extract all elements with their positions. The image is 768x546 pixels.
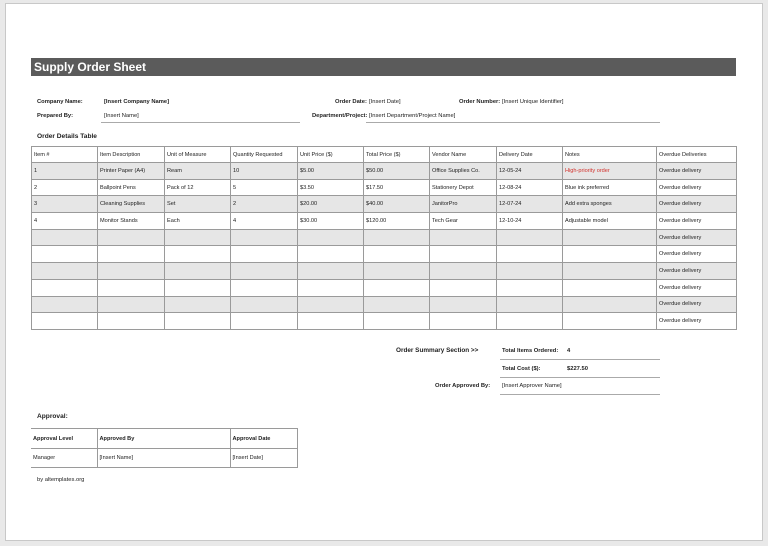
table-row <box>32 313 737 330</box>
table-cell[interactable] <box>563 246 657 263</box>
prepared-by-value[interactable]: [Insert Name] <box>104 113 139 119</box>
table-cell[interactable]: Printer Paper (A4) <box>98 163 165 180</box>
table-cell[interactable]: JanitorPro <box>430 196 497 213</box>
table-cell[interactable] <box>430 296 497 313</box>
total-cost-underline <box>500 377 660 378</box>
table-cell[interactable]: Monitor Stands <box>98 213 165 230</box>
table-cell[interactable]: Stationery Depot <box>430 179 497 196</box>
table-cell[interactable]: Overdue delivery <box>657 296 737 313</box>
column-header: Overdue Deliveries <box>657 147 737 163</box>
table-cell[interactable]: Overdue delivery <box>657 196 737 213</box>
table-cell[interactable]: Overdue delivery <box>657 279 737 296</box>
table-cell[interactable]: 12-10-24 <box>497 213 563 230</box>
table-cell[interactable] <box>98 263 165 280</box>
company-name-value[interactable]: [Insert Company Name] <box>104 99 170 105</box>
table-cell[interactable]: Cleaning Supplies <box>98 196 165 213</box>
column-header: Quantity Requested <box>231 147 298 163</box>
table-cell[interactable]: Ballpoint Pens <box>98 179 165 196</box>
table-cell[interactable]: 1 <box>32 163 98 180</box>
order-date-value[interactable]: [Insert Date] <box>369 99 401 105</box>
table-cell[interactable]: $40.00 <box>364 196 430 213</box>
table-cell[interactable]: Office Supplies Co. <box>430 163 497 180</box>
table-cell[interactable]: $5.00 <box>298 163 364 180</box>
department-underline <box>366 122 660 123</box>
column-header: Delivery Date <box>497 147 563 163</box>
table-cell[interactable]: Adjustable model <box>563 213 657 230</box>
table-cell[interactable]: $17.50 <box>364 179 430 196</box>
table-cell[interactable]: $30.00 <box>298 213 364 230</box>
table-row <box>32 196 737 213</box>
table-header-row <box>32 147 737 163</box>
total-items-underline <box>500 359 660 360</box>
table-cell[interactable] <box>231 246 298 263</box>
table-cell[interactable]: 12-07-24 <box>497 196 563 213</box>
approved-by-value[interactable]: [Insert Approver Name] <box>502 383 562 389</box>
sheet-title: Supply Order Sheet <box>31 58 736 76</box>
order-date-label: Order Date: <box>335 99 367 105</box>
table-cell[interactable] <box>165 263 231 280</box>
table-cell[interactable]: Overdue delivery <box>657 163 737 180</box>
table-cell[interactable] <box>563 229 657 246</box>
column-header: Approval Level <box>31 429 97 449</box>
department-label: Department/Project: <box>312 113 368 119</box>
approved-by-label: Order Approved By: <box>435 383 491 389</box>
table-cell[interactable] <box>364 229 430 246</box>
table-cell[interactable] <box>165 313 231 330</box>
table-cell[interactable]: 2 <box>32 179 98 196</box>
table-cell[interactable]: Blue ink preferred <box>563 179 657 196</box>
total-cost-label: Total Cost ($): <box>502 366 541 372</box>
table-cell[interactable] <box>165 279 231 296</box>
table-cell[interactable] <box>32 279 98 296</box>
table-cell[interactable]: 12-08-24 <box>497 179 563 196</box>
table-cell[interactable] <box>364 263 430 280</box>
table-cell[interactable] <box>165 246 231 263</box>
column-header: Notes <box>563 147 657 163</box>
table-cell[interactable]: Ream <box>165 163 231 180</box>
company-name-label: Company Name: <box>37 99 83 105</box>
table-cell[interactable]: Overdue delivery <box>657 246 737 263</box>
table-cell[interactable] <box>563 296 657 313</box>
table-cell[interactable] <box>98 279 165 296</box>
table-cell[interactable] <box>298 229 364 246</box>
table-cell[interactable] <box>32 263 98 280</box>
table-cell[interactable]: Overdue delivery <box>657 179 737 196</box>
table-cell[interactable] <box>32 313 98 330</box>
prepared-by-label: Prepared By: <box>37 113 74 119</box>
table-cell[interactable] <box>231 229 298 246</box>
table-row <box>32 296 737 313</box>
table-cell[interactable]: Set <box>165 196 231 213</box>
table-cell[interactable] <box>32 229 98 246</box>
table-cell[interactable] <box>231 296 298 313</box>
table-row <box>32 163 737 180</box>
table-cell[interactable]: Each <box>165 213 231 230</box>
table-cell[interactable] <box>298 263 364 280</box>
table-cell[interactable] <box>98 296 165 313</box>
table-cell[interactable]: 4 <box>231 213 298 230</box>
approved-by-underline <box>500 394 660 395</box>
table-cell[interactable] <box>32 246 98 263</box>
table-cell[interactable]: Tech Gear <box>430 213 497 230</box>
table-cell[interactable]: 5 <box>231 179 298 196</box>
table-cell[interactable] <box>98 313 165 330</box>
column-header: Approval Date <box>230 429 297 449</box>
table-cell[interactable] <box>298 296 364 313</box>
order-details-table <box>31 146 737 330</box>
table-cell[interactable] <box>563 279 657 296</box>
table-cell[interactable] <box>298 313 364 330</box>
table-row <box>32 179 737 196</box>
table-cell[interactable] <box>364 296 430 313</box>
approval-title: Approval: <box>37 413 68 420</box>
table-cell[interactable] <box>563 263 657 280</box>
table-cell[interactable] <box>563 313 657 330</box>
approval-row <box>31 449 297 468</box>
table-row <box>32 279 737 296</box>
table-cell[interactable]: $120.00 <box>364 213 430 230</box>
table-cell[interactable] <box>98 229 165 246</box>
table-cell[interactable]: Overdue delivery <box>657 229 737 246</box>
table-cell[interactable] <box>430 229 497 246</box>
summary-section-label: Order Summary Section >> <box>396 347 479 354</box>
table-cell[interactable] <box>497 313 563 330</box>
footer-credit: by altemplates.org <box>37 477 85 483</box>
table-cell[interactable] <box>497 296 563 313</box>
column-header: Approved By <box>97 429 230 449</box>
approval-date-cell[interactable]: [Insert Date] <box>230 449 297 468</box>
table-cell[interactable] <box>298 279 364 296</box>
table-cell[interactable]: 2 <box>231 196 298 213</box>
column-header: Item Description <box>98 147 165 163</box>
table-cell[interactable]: $3.50 <box>298 179 364 196</box>
approval-table <box>31 428 298 468</box>
total-cost-value: $227.50 <box>567 366 588 372</box>
table-cell[interactable]: $20.00 <box>298 196 364 213</box>
table-cell[interactable] <box>231 263 298 280</box>
table-cell[interactable] <box>430 263 497 280</box>
table-row <box>32 246 737 263</box>
table-cell[interactable] <box>165 296 231 313</box>
total-items-label: Total Items Ordered: <box>502 348 559 354</box>
column-header: Total Price ($) <box>364 147 430 163</box>
table-cell[interactable] <box>364 246 430 263</box>
table-cell[interactable]: Add extra sponges <box>563 196 657 213</box>
table-cell[interactable] <box>430 279 497 296</box>
department-value[interactable]: [Insert Department/Project Name] <box>369 113 456 119</box>
table-cell[interactable] <box>497 263 563 280</box>
table-cell[interactable] <box>298 246 364 263</box>
table-cell[interactable]: 10 <box>231 163 298 180</box>
approved-by-cell[interactable]: [Insert Name] <box>97 449 230 468</box>
table-cell[interactable]: Overdue delivery <box>657 313 737 330</box>
order-details-title: Order Details Table <box>37 133 97 140</box>
table-cell[interactable]: 12-05-24 <box>497 163 563 180</box>
total-items-value: 4 <box>567 348 571 354</box>
table-cell[interactable]: $50.00 <box>364 163 430 180</box>
prepared-by-underline <box>101 122 300 123</box>
table-cell[interactable] <box>165 229 231 246</box>
table-cell[interactable]: 4 <box>32 213 98 230</box>
order-number-label: Order Number: <box>459 99 501 105</box>
approval-header-row <box>31 429 297 449</box>
table-row <box>32 263 737 280</box>
table-cell[interactable] <box>364 313 430 330</box>
table-cell[interactable]: Overdue delivery <box>657 213 737 230</box>
column-header: Unit of Measure <box>165 147 231 163</box>
table-cell[interactable] <box>497 246 563 263</box>
table-cell[interactable] <box>497 279 563 296</box>
approval-level-cell[interactable]: Manager <box>31 449 97 468</box>
table-cell[interactable] <box>364 279 430 296</box>
table-row <box>32 229 737 246</box>
table-cell[interactable] <box>430 246 497 263</box>
table-cell[interactable]: Overdue delivery <box>657 263 737 280</box>
table-row <box>32 213 737 230</box>
column-header: Vendor Name <box>430 147 497 163</box>
table-cell[interactable] <box>231 313 298 330</box>
table-cell[interactable] <box>497 229 563 246</box>
table-cell[interactable] <box>430 313 497 330</box>
column-header: Unit Price ($) <box>298 147 364 163</box>
table-cell[interactable] <box>98 246 165 263</box>
order-number-value[interactable]: [Insert Unique Identifier] <box>502 99 564 105</box>
table-cell[interactable] <box>32 296 98 313</box>
table-cell[interactable]: 3 <box>32 196 98 213</box>
column-header: Item # <box>32 147 98 163</box>
table-cell[interactable]: Pack of 12 <box>165 179 231 196</box>
table-cell[interactable]: High-priority order <box>563 163 657 180</box>
table-cell[interactable] <box>231 279 298 296</box>
